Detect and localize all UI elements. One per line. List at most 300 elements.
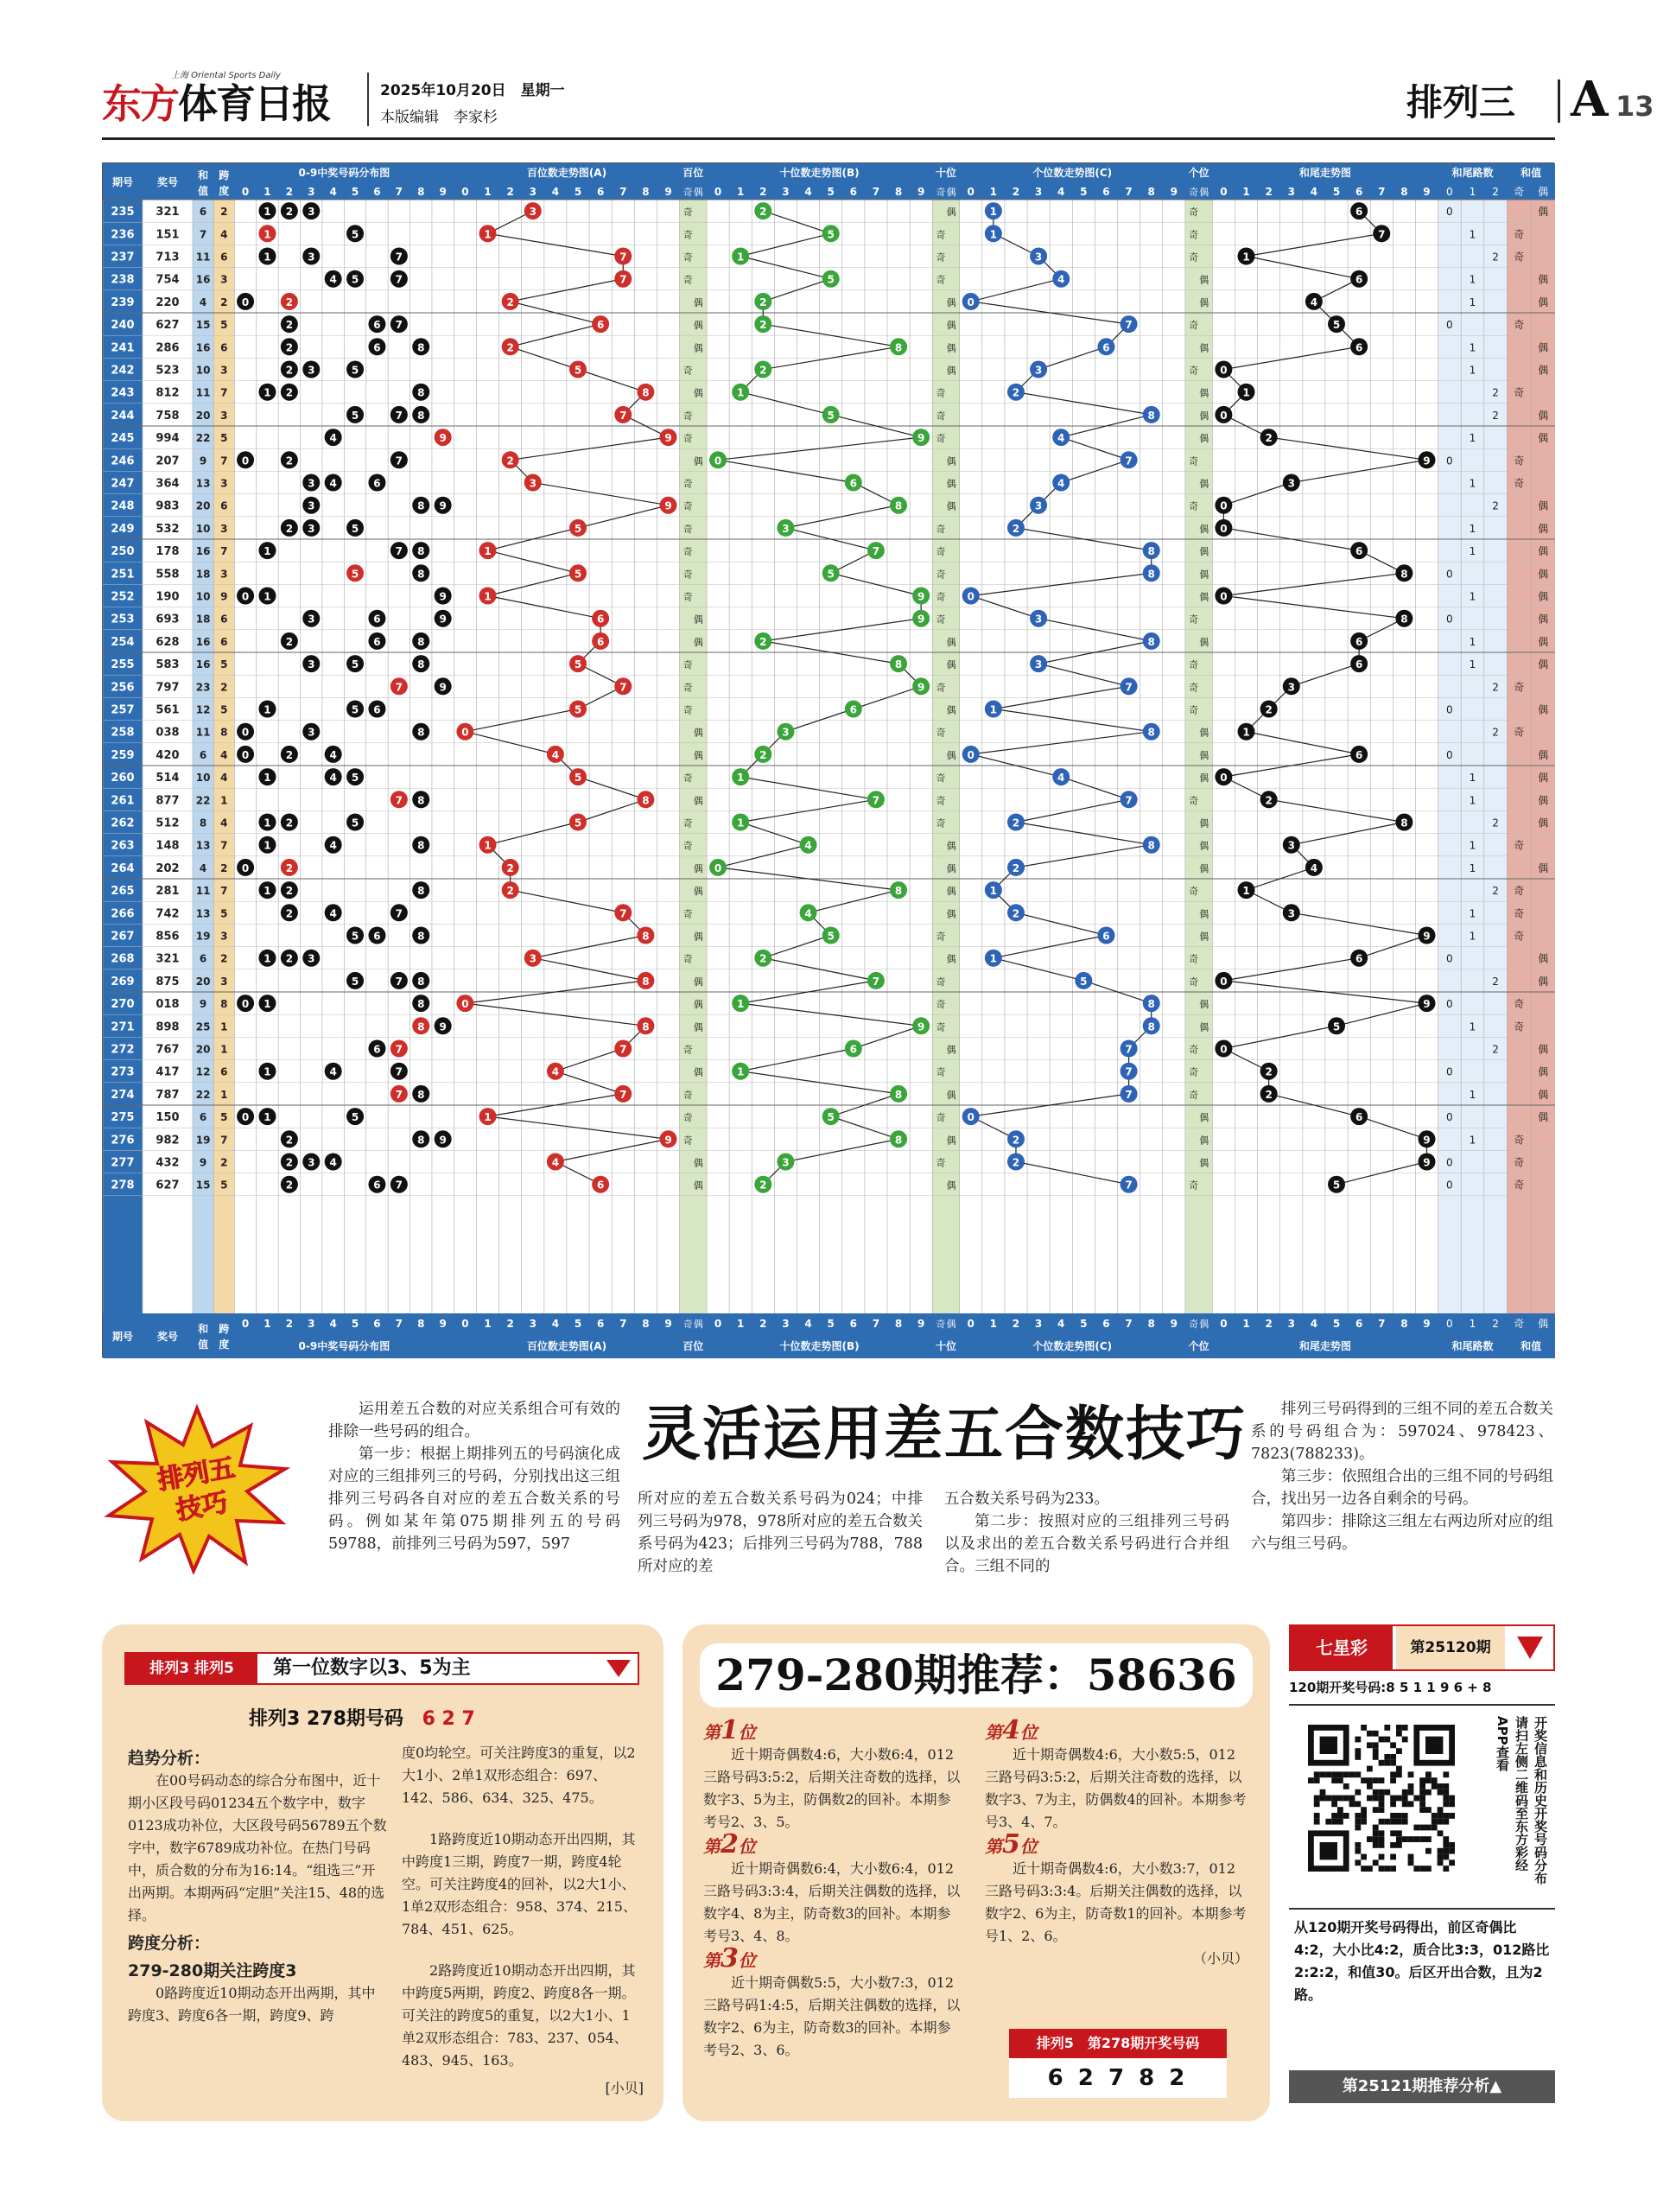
qr-module xyxy=(1367,1796,1373,1802)
bai-ball-num: 9 xyxy=(664,1134,672,1147)
qr-module xyxy=(1419,1777,1425,1783)
qr-module xyxy=(1373,1796,1379,1802)
dist-ball-num: 7 xyxy=(395,251,403,264)
period-cell: 272 xyxy=(111,1043,135,1057)
header-digit: 2 xyxy=(1265,186,1273,198)
sum-cell: 19 xyxy=(195,1134,211,1147)
header-digit: 1 xyxy=(1242,186,1250,198)
dist-ball-num: 9 xyxy=(439,432,447,445)
dist-ball-num: 1 xyxy=(263,817,271,830)
span-cell: 5 xyxy=(220,319,228,332)
bai-ball-num: 7 xyxy=(619,681,627,694)
dist-ball-num: 4 xyxy=(329,1156,337,1169)
qr-module xyxy=(1343,1771,1349,1777)
sum-oe-cell: 奇 xyxy=(1514,454,1525,467)
period-cell: 275 xyxy=(111,1111,135,1125)
qr-module xyxy=(1379,1866,1385,1872)
span-cell: 6 xyxy=(220,613,228,626)
qr-module xyxy=(1349,1801,1355,1807)
period-cell: 250 xyxy=(111,545,135,559)
header-digit: 3 xyxy=(1034,186,1043,198)
dist-ball-num: 9 xyxy=(439,1134,447,1147)
shi-ball-num: 6 xyxy=(849,1043,857,1056)
ge-ball-num: 7 xyxy=(1125,1065,1133,1078)
shi-ball-num: 5 xyxy=(827,568,835,581)
qr-module xyxy=(1432,1813,1438,1819)
qr-module xyxy=(1419,1801,1425,1807)
oe-cell: 偶 xyxy=(1199,296,1209,308)
header-odd: 奇 xyxy=(936,187,946,198)
qr-module xyxy=(1419,1807,1425,1813)
tail-ball-num: 9 xyxy=(1423,454,1431,467)
qr-module xyxy=(1443,1819,1449,1825)
shi-ball-num: 7 xyxy=(872,794,880,807)
span-cell: 9 xyxy=(220,590,228,603)
oe-cell: 奇 xyxy=(936,433,946,445)
header-dist: 0-9中奖号码分布图 xyxy=(298,167,390,179)
qr-module xyxy=(1343,1783,1349,1789)
header-digit: 7 xyxy=(872,186,880,198)
qr-module xyxy=(1425,1771,1432,1777)
shi-ball-num: 7 xyxy=(872,545,880,558)
pos5-text: 近十期奇偶数4:6，大小数3:7，012三路号码3:3:4。后期关注偶数的选择，以数字2、6为主，防奇数1的回补。本期参考号1、2、6。 xyxy=(985,1860,1247,1944)
panel1-col-right xyxy=(402,1742,644,2100)
span-cell: 1 xyxy=(220,1020,228,1033)
pos3-text: 近十期奇偶数5:5，大小数7:3，012三路号码1:4:5，后期关注偶数的选择，以数字2、6为主，防奇数3的回补。本期参考号2、3、6。 xyxy=(703,1974,961,2058)
footer-digit: 5 xyxy=(1080,1318,1088,1330)
bai-ball-num: 5 xyxy=(574,522,582,535)
qr-module xyxy=(1320,1796,1326,1802)
qr-module xyxy=(1379,1801,1385,1807)
oe-cell: 偶 xyxy=(1199,569,1209,581)
dist-ball-num: 8 xyxy=(417,885,425,898)
qr-module xyxy=(1367,1742,1373,1748)
qr-module xyxy=(1331,1771,1337,1777)
recommend-col-left xyxy=(703,1715,962,2062)
qr-module xyxy=(1419,1825,1425,1831)
period-cell: 254 xyxy=(111,635,135,649)
oe-cell: 奇 xyxy=(682,478,693,490)
span-cell: 2 xyxy=(220,206,228,219)
award-cell: 432 xyxy=(156,1156,180,1170)
oe-cell: 偶 xyxy=(1199,410,1209,422)
period-cell: 239 xyxy=(111,296,135,309)
tail-ball-num: 0 xyxy=(1220,975,1228,988)
sum-cell: 15 xyxy=(195,1179,211,1192)
oe-cell: 偶 xyxy=(693,886,703,898)
qr-module xyxy=(1432,1783,1438,1789)
road-cell: 0 xyxy=(1446,1111,1453,1124)
qr-module xyxy=(1443,1796,1449,1802)
oe-cell: 奇 xyxy=(1189,795,1199,807)
oe-cell: 奇 xyxy=(682,682,693,694)
qr-module xyxy=(1337,1771,1343,1777)
oe-cell: 偶 xyxy=(693,976,703,988)
dist-ball-num: 3 xyxy=(308,206,315,219)
oe-cell: 奇 xyxy=(682,569,693,581)
header-baioe: 百位 xyxy=(682,167,704,179)
dist-ball-num: 2 xyxy=(285,861,294,874)
dist-ball-num: 6 xyxy=(373,703,381,716)
qr-module xyxy=(1402,1796,1408,1802)
shi-ball-num: 3 xyxy=(782,726,790,739)
footer-span: 度 xyxy=(219,1338,230,1351)
qr-module xyxy=(1390,1866,1396,1872)
period-cell: 242 xyxy=(111,364,135,378)
shi-ball-num: 5 xyxy=(827,1111,835,1124)
header-digit: 7 xyxy=(1125,186,1133,198)
tail-ball-num: 5 xyxy=(1332,1020,1341,1033)
dist-ball-num: 7 xyxy=(395,545,403,558)
sum-oe-cell: 奇 xyxy=(1514,1134,1525,1147)
ge-ball-num: 2 xyxy=(1012,907,1020,920)
qr-module xyxy=(1373,1825,1379,1831)
period-cell: 277 xyxy=(111,1156,135,1170)
qr-module xyxy=(1425,1789,1432,1796)
qr-module xyxy=(1355,1813,1361,1819)
footer-digit: 9 xyxy=(917,1318,925,1330)
tail-ball-num: 2 xyxy=(1265,794,1273,807)
sum-cell: 4 xyxy=(199,861,207,874)
column-bg xyxy=(1484,200,1508,1313)
oe-cell: 偶 xyxy=(946,500,956,512)
oe-cell: 奇 xyxy=(1189,365,1199,377)
tail-ball-num: 6 xyxy=(1355,1111,1363,1124)
qr-module xyxy=(1449,1848,1455,1854)
ge-ball-num: 2 xyxy=(1012,861,1020,874)
dist-ball-num: 5 xyxy=(351,772,359,785)
qr-module xyxy=(1331,1819,1337,1825)
ge-ball-num: 4 xyxy=(1057,772,1065,785)
header-digit: 7 xyxy=(1378,186,1386,198)
ge-ball-num: 2 xyxy=(1012,1134,1020,1147)
span-cell: 3 xyxy=(220,975,228,988)
footer-odd: 奇 xyxy=(1189,1319,1199,1330)
page-editor: 本版编辑 李家杉 xyxy=(380,109,498,126)
sum-oe-cell: 偶 xyxy=(1538,432,1549,445)
sum-oe-cell: 偶 xyxy=(1538,1111,1549,1124)
bai-ball-num: 1 xyxy=(484,590,492,603)
article-para: 第一步：根据上期排列五的号码演化成对应的三组排列三的号码，分别找出这三组排列三号码各自对应的差五合数关系的号码。例如某年第075期排列五的号码59788，前排列三号码为597，597 xyxy=(328,1446,620,1553)
header-digit: 2 xyxy=(285,186,294,198)
footer-digit: 7 xyxy=(395,1318,403,1330)
tail-ball-num: 0 xyxy=(1220,364,1228,377)
sum-cell: 10 xyxy=(195,590,211,603)
sum-cell: 23 xyxy=(195,681,211,694)
qr-module xyxy=(1408,1801,1414,1807)
oe-cell: 偶 xyxy=(1199,999,1209,1011)
footer-period: 期号 xyxy=(111,1331,133,1343)
qr-module xyxy=(1390,1813,1396,1819)
dist-ball-num: 2 xyxy=(285,296,294,308)
footer-digit: 5 xyxy=(574,1318,582,1330)
period-cell: 266 xyxy=(111,907,135,921)
ge-ball-num: 8 xyxy=(1147,839,1155,852)
road-cell: 0 xyxy=(1446,568,1453,581)
footer-bai: 百位数走势图(A) xyxy=(526,1340,607,1352)
pos-num: 1 xyxy=(721,1715,739,1745)
ge-ball-num: 2 xyxy=(1012,386,1020,399)
qr-module xyxy=(1361,1813,1367,1819)
road-cell: 2 xyxy=(1492,386,1499,399)
tail-ball-num: 3 xyxy=(1287,477,1295,490)
qr-module xyxy=(1402,1819,1408,1825)
panel-qixingcai xyxy=(1289,1624,1555,2121)
award-cell: 561 xyxy=(156,703,180,717)
bai-ball-num: 0 xyxy=(461,998,469,1011)
qr-module xyxy=(1373,1836,1379,1842)
qr-module xyxy=(1402,1737,1408,1743)
footer-digit: 0 xyxy=(714,1318,722,1330)
bai-ball-num: 3 xyxy=(529,477,536,490)
oe-cell: 奇 xyxy=(1189,704,1199,716)
oe-cell: 偶 xyxy=(693,795,703,807)
dist-ball-num: 2 xyxy=(285,206,294,219)
dist-ball-num: 4 xyxy=(329,772,337,785)
period-cell: 247 xyxy=(111,477,135,491)
oe-cell: 奇 xyxy=(936,1157,946,1169)
header-digit: 2 xyxy=(759,186,767,198)
header-ge: 个位数走势图(C) xyxy=(1032,167,1113,179)
article-title: 灵活运用差五合数技巧 xyxy=(642,1400,1248,1469)
oe-cell: 奇 xyxy=(682,591,693,603)
qr-module xyxy=(1384,1866,1390,1872)
dist-ball-num: 5 xyxy=(351,228,359,241)
shi-ball-num: 1 xyxy=(737,1065,745,1078)
footer-digit: 0 xyxy=(461,1318,469,1330)
panel1-tab: 排列3 排列5 xyxy=(126,1654,257,1683)
ge-ball-num: 8 xyxy=(1147,998,1155,1011)
qr-module xyxy=(1390,1796,1396,1802)
award-cell: 754 xyxy=(156,273,180,287)
ge-ball-num: 5 xyxy=(1080,975,1088,988)
span-road1: 1路跨度近10期动态开出四期，其中跨度1三期，跨度7一期，跨度4轮空。可关注跨度4的回补，以2大1小、1单2双形态组合：958、374、215、784、451、625。 xyxy=(402,1831,637,1937)
award-cell: 202 xyxy=(156,861,180,875)
header-divider xyxy=(367,73,369,126)
next-analysis-link[interactable]: 第25121期推荐分析▲ xyxy=(1289,2070,1555,2103)
span-cell: 6 xyxy=(220,251,228,264)
dist-ball-num: 4 xyxy=(329,477,337,490)
bai-ball-num: 5 xyxy=(574,568,582,581)
qr-module xyxy=(1373,1748,1379,1754)
qr-module xyxy=(1432,1825,1438,1831)
pos1-text: 近十期奇偶数4:6，大小数6:4，012三路号码3:5:2，后期关注奇数的选择，以数字3、5为主，防偶数2的回补。本期参考号2、3、5。 xyxy=(703,1746,961,1830)
bai-ball-num: 7 xyxy=(619,1088,627,1101)
period-cell: 255 xyxy=(111,658,135,672)
sum-oe-cell: 偶 xyxy=(1538,545,1549,558)
sum-oe-cell: 偶 xyxy=(1538,613,1549,626)
footer-digit: 4 xyxy=(329,1318,337,1330)
oe-cell: 奇 xyxy=(1189,682,1199,694)
sum-cell: 9 xyxy=(199,454,207,467)
qr-module xyxy=(1443,1813,1449,1819)
sum-cell: 10 xyxy=(195,522,211,535)
oe-cell: 偶 xyxy=(946,455,956,467)
dist-ball-num: 2 xyxy=(285,952,294,965)
dist-ball-num: 4 xyxy=(329,273,337,286)
span-cell: 1 xyxy=(220,1088,228,1101)
span-cell: 8 xyxy=(220,726,228,739)
qr-module xyxy=(1390,1842,1396,1848)
qr-module xyxy=(1355,1825,1361,1831)
award-cell: 767 xyxy=(156,1043,180,1057)
oe-cell: 奇 xyxy=(682,659,693,671)
sum-oe-cell: 奇 xyxy=(1514,930,1525,943)
footer-digit: 9 xyxy=(1170,1318,1178,1330)
sum-cell: 18 xyxy=(195,568,211,581)
period-cell: 259 xyxy=(111,748,135,762)
qr-module xyxy=(1396,1813,1402,1819)
oe-cell: 奇 xyxy=(936,772,946,785)
bai-ball-num: 2 xyxy=(506,454,514,467)
qr-module xyxy=(1396,1842,1402,1848)
road-cell: 1 xyxy=(1469,228,1476,241)
qr-module xyxy=(1343,1796,1349,1802)
shi-ball-num: 4 xyxy=(804,839,812,852)
shi-ball-num: 1 xyxy=(737,817,745,830)
qr-module xyxy=(1373,1830,1379,1836)
header-digit: 9 xyxy=(439,186,447,198)
footer-digit: 1 xyxy=(989,1318,998,1330)
oe-cell: 偶 xyxy=(1199,433,1209,445)
qr-module xyxy=(1379,1737,1385,1743)
sum-oe-cell: 偶 xyxy=(1538,364,1549,377)
qr-module xyxy=(1349,1796,1355,1802)
award-cell: 812 xyxy=(156,386,180,400)
sum-cell: 7 xyxy=(199,228,207,241)
pos4-text: 近十期奇偶数4:6，大小数5:5，012三路号码3:5:2，后期关注奇数的选择，以数字3、7为主，防偶数4的回补。本期参考号3、4、7。 xyxy=(985,1746,1247,1830)
dist-ball-num: 8 xyxy=(417,1134,425,1147)
bai-ball-num: 1 xyxy=(484,839,492,852)
pos-suffix: 位 xyxy=(1019,1722,1038,1743)
sum-oe-cell: 偶 xyxy=(1538,748,1549,761)
pos-num: 5 xyxy=(1002,1829,1020,1859)
qr-module xyxy=(1396,1771,1402,1777)
sum-oe-cell: 偶 xyxy=(1538,341,1549,354)
award-cell: 321 xyxy=(156,206,180,219)
footer-digit: 9 xyxy=(1423,1318,1431,1330)
span-cell: 2 xyxy=(220,681,228,694)
sum-cell: 6 xyxy=(199,952,207,965)
ge-ball-num: 6 xyxy=(1102,341,1110,354)
oe-cell: 偶 xyxy=(1199,342,1209,354)
dist-ball-num: 2 xyxy=(285,454,294,467)
qr-module xyxy=(1438,1848,1444,1854)
tail-ball-num: 4 xyxy=(1310,861,1318,874)
bai-ball-num: 1 xyxy=(484,1111,492,1124)
shi-ball-num: 1 xyxy=(737,772,745,785)
qr-module xyxy=(1425,1777,1432,1783)
tail-ball-num: 6 xyxy=(1355,635,1363,648)
oe-cell: 奇 xyxy=(682,365,693,377)
sum-cell: 15 xyxy=(195,319,211,332)
qr-module xyxy=(1355,1789,1361,1796)
dist-ball-num: 8 xyxy=(417,930,425,943)
span-cell: 3 xyxy=(220,409,228,422)
dist-ball-num: 7 xyxy=(395,454,403,467)
qr-module xyxy=(1337,1796,1343,1802)
header-digit: 5 xyxy=(351,186,359,198)
qr-module xyxy=(1390,1819,1396,1825)
oe-cell: 偶 xyxy=(1199,1135,1209,1147)
qr-module xyxy=(1355,1859,1361,1866)
dist-ball-num: 8 xyxy=(417,839,425,852)
newspaper-logo: 东方体育日报 xyxy=(102,80,330,127)
ge-ball-num: 7 xyxy=(1125,1043,1133,1056)
qr-module xyxy=(1443,1854,1449,1860)
sum-cell: 9 xyxy=(199,1156,207,1169)
dist-ball-num: 5 xyxy=(351,409,359,422)
trend-text: 在00号码动态的综合分布图中，近十期小区段号码01234五个数字中，数字0123成功补位，大区段号码56789五个数字中，数字6789成功补位。在热门号码中，质合数的分布为16:14。“组选三”开出两期。本期两码“定胆”关注15、48的选择。 xyxy=(128,1772,387,1923)
ge-ball-num: 3 xyxy=(1034,364,1043,377)
award-cell: 018 xyxy=(156,998,180,1012)
qr-module xyxy=(1320,1737,1337,1754)
header-sumodd: 奇 xyxy=(1514,186,1525,198)
qr-module xyxy=(1408,1789,1414,1796)
oe-cell: 奇 xyxy=(682,500,693,512)
dist-ball-num: 7 xyxy=(395,1043,403,1056)
qr-module xyxy=(1402,1725,1408,1731)
oe-cell: 奇 xyxy=(1189,500,1199,512)
bai-ball-num: 5 xyxy=(574,817,582,830)
ge-ball-num: 7 xyxy=(1125,681,1133,694)
qr-module xyxy=(1373,1754,1379,1760)
qr-module xyxy=(1390,1754,1396,1760)
qr-module xyxy=(1443,1836,1449,1842)
header-digit: 8 xyxy=(894,186,903,198)
oe-cell: 偶 xyxy=(1199,546,1209,558)
span-cell: 3 xyxy=(220,364,228,377)
pos-suffix: 位 xyxy=(738,1950,756,1971)
sum-oe-cell: 偶 xyxy=(1538,817,1549,830)
road-cell: 2 xyxy=(1492,409,1499,422)
dist-ball-num: 7 xyxy=(395,907,403,920)
oe-cell: 奇 xyxy=(936,613,946,626)
qr-module xyxy=(1384,1725,1390,1731)
qr-code-icon xyxy=(1308,1725,1455,1872)
oe-cell: 偶 xyxy=(946,862,956,874)
tail-ball-num: 9 xyxy=(1423,1156,1431,1169)
header-digit: 6 xyxy=(373,186,381,198)
header-digit: 0 xyxy=(1220,186,1228,198)
oe-cell: 偶 xyxy=(946,320,956,332)
footer-shioe: 十位 xyxy=(935,1340,956,1352)
footer-digit: 0 xyxy=(967,1318,975,1330)
dist-ball-num: 8 xyxy=(417,545,425,558)
oe-cell: 偶 xyxy=(1199,1157,1209,1169)
recommend-heading: 279-280期推荐：58636 xyxy=(700,1643,1253,1707)
footer-digit: 0 xyxy=(241,1318,250,1330)
period-cell: 235 xyxy=(111,206,135,219)
period-cell: 240 xyxy=(111,319,135,333)
qr-module xyxy=(1390,1742,1396,1748)
dist-ball-num: 2 xyxy=(285,341,294,354)
oe-cell: 偶 xyxy=(946,1135,956,1147)
qr-module xyxy=(1373,1842,1379,1848)
footer-digit: 3 xyxy=(782,1318,790,1330)
sum-oe-cell: 偶 xyxy=(1538,409,1549,422)
trend-table-svg xyxy=(103,163,1555,1358)
bai-ball-num: 3 xyxy=(529,206,536,219)
dist-ball-num: 1 xyxy=(263,590,271,603)
header-digit: 9 xyxy=(1423,186,1431,198)
qr-module xyxy=(1384,1737,1390,1743)
sum-oe-cell: 偶 xyxy=(1538,206,1549,219)
road-cell: 0 xyxy=(1446,748,1453,761)
footer-digit: 4 xyxy=(1057,1318,1065,1330)
dist-ball-num: 8 xyxy=(417,794,425,807)
qr-module xyxy=(1361,1807,1367,1813)
